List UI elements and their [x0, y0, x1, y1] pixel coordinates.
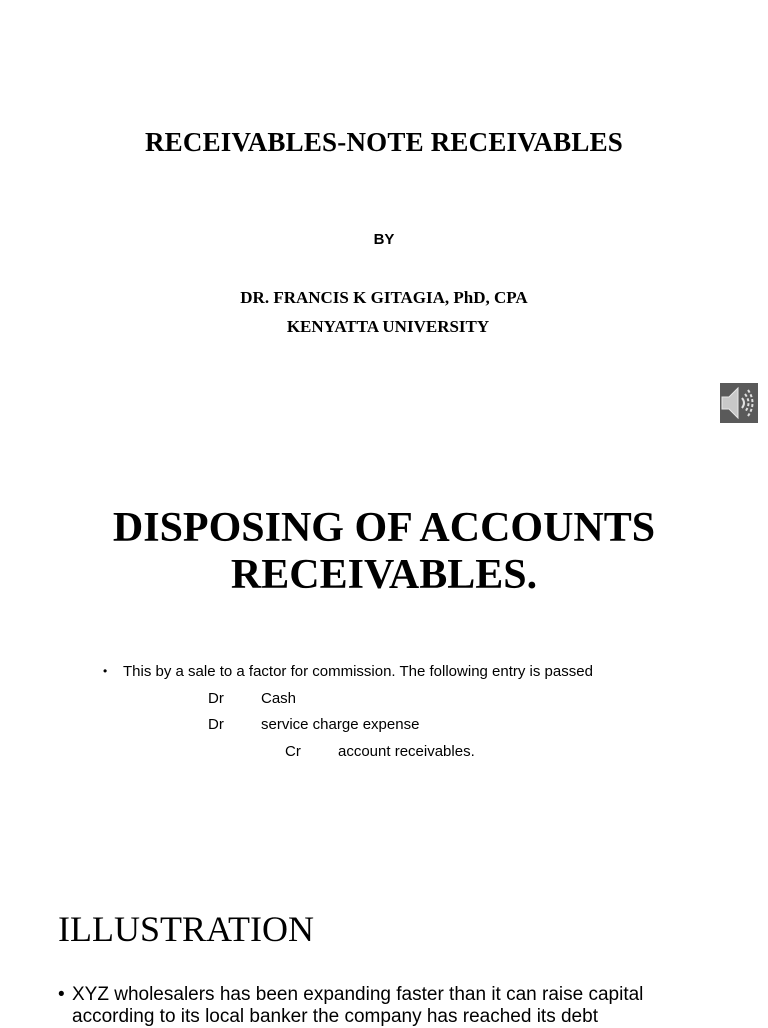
slide2-title-line1: DISPOSING OF ACCOUNTS [112, 505, 656, 551]
slide1-university: KENYATTA UNIVERSITY [286, 317, 490, 336]
slide2-title-line2: RECEIVABLES. [230, 552, 538, 598]
journal-entry-account: service charge expense [261, 716, 420, 733]
journal-entry-side: Dr [208, 716, 224, 733]
speaker-icon [720, 383, 758, 423]
slide2-title [0, 505, 768, 599]
slide1-by: BY [373, 231, 395, 248]
journal-entry-side: Dr [208, 690, 224, 707]
bullet-dot: • [58, 984, 65, 1005]
slide3-bullet-line2: according to its local banker the company has reached its debt [72, 1006, 598, 1027]
journal-entry-account: Cash [261, 690, 297, 707]
audio-speaker-button[interactable] [720, 383, 758, 423]
slide3-heading: ILLUSTRATION [58, 909, 314, 949]
slide2-bullet [103, 663, 593, 680]
slide1-author: DR. FRANCIS K GITAGIA, PhD, CPA [240, 288, 528, 307]
slide2-bullet-text: This by a sale to a factor for commission. The following entry is passed [123, 663, 593, 680]
slide3-bullet [58, 984, 698, 1028]
slide1-title: RECEIVABLES-NOTE RECEIVABLES [144, 127, 624, 157]
bullet-dot: • [103, 664, 108, 678]
journal-entry-account: account receivables. [338, 743, 475, 760]
slide3-bullet-line1: XYZ wholesalers has been expanding faster than it can raise capital [72, 984, 644, 1005]
journal-entry-side: Cr [285, 743, 301, 760]
